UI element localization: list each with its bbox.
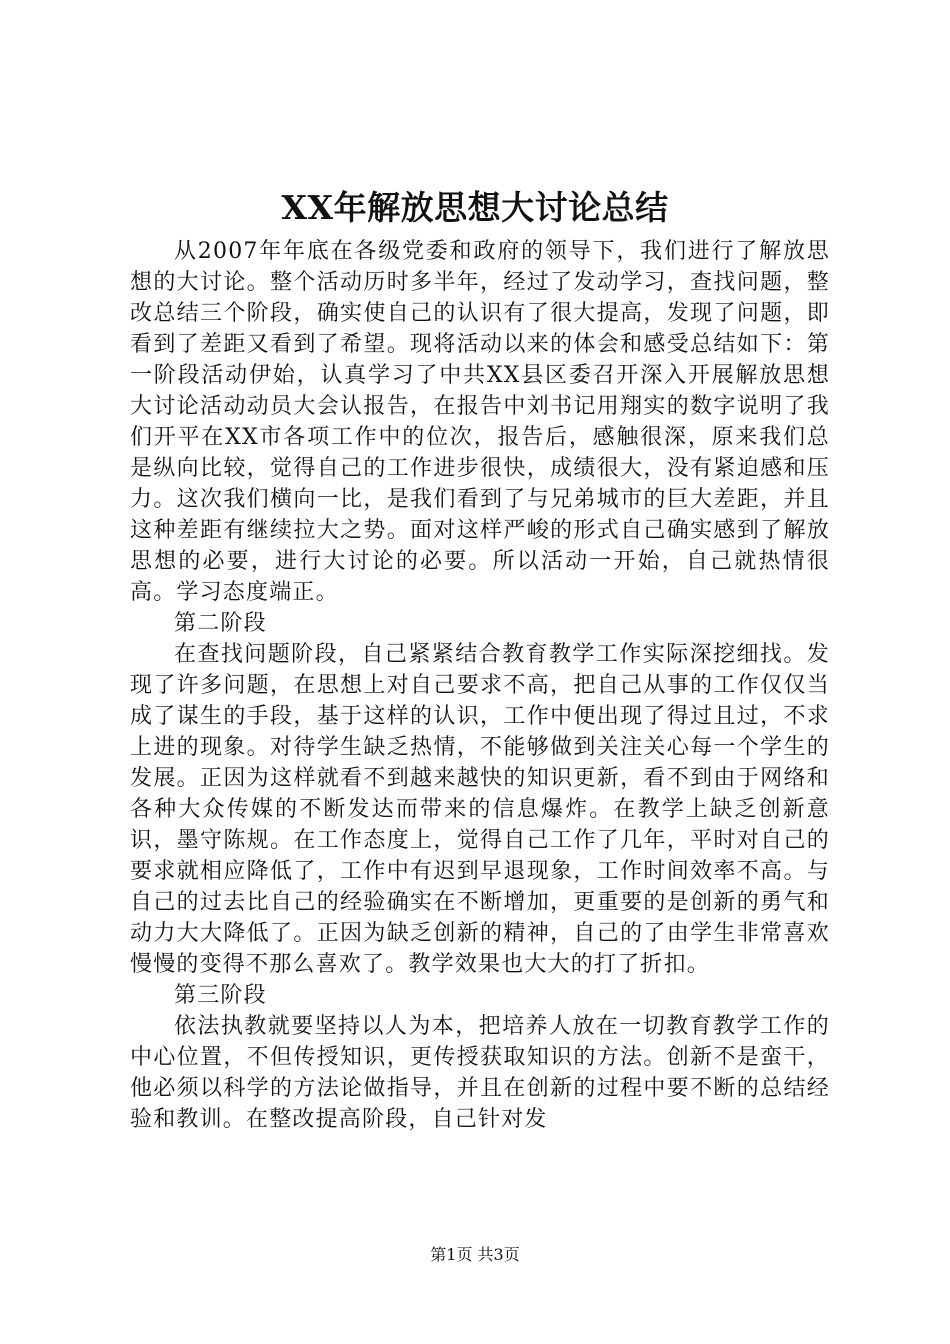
paragraph-stage-two: 在查找问题阶段，自己紧紧结合教育教学工作实际深挖细找。发现了许多问题，在思想上对自己要求不高，把自己从事的工作仅仅当成了谋生的手段，基于这样的认识，工作中便出现了得过且过，不求上进的现象。对待学生缺乏热情，不能够做到关注关心每一个学生的发展。正因为这样就看不到越来越快的知识更新，看不到由于网络和各种大众传媒的不断发达而带来的信息爆炸。在教学上缺乏创新意识，墨守陈规。在工作态度上，觉得自己工作了几年，平时对自己的要求就相应降低了，工作中有迟到早退现象，工作时间效率不高。与自己的过去比自己的经验确实在不断增加，更重要的是创新的勇气和动力大大降低了。正因为缺乏创新的精神，自己的了由学生非常喜欢慢慢的变得不那么喜欢了。教学效果也大大的打了折扣。 [130, 642, 830, 977]
heading-stage-three: 第三阶段 [174, 983, 267, 1008]
document-title: XX年解放思想大讨论总结 [281, 188, 669, 227]
document-body [130, 236, 830, 1135]
paragraph-stage-one: 从2007年年底在各级党委和政府的领导下，我们进行了解放思想的大讨论。整个活动历时多半年，经过了发动学习，查找问题，整改总结三个阶段，确实使自己的认识有了很大提高，发现了问题，即看到了差距又看到了希望。现将活动以来的体会和感受总结如下：第一阶段活动伊始，认真学习了中共XX县区委召开深入开展解放思想大讨论活动动员大会认报告，在报告中刘书记用翔实的数字说明了我们开平在XX市各项工作中的位次，报告后，感触很深，原来我们总是纵向比较，觉得自己的工作进步很快，成绩很大，没有紧迫感和压力。这次我们横向一比，是我们看到了与兄弟城市的巨大差距，并且这种差距有继续拉大之势。面对这样严峻的形式自己确实感到了解放思想的必要，进行大讨论的必要。所以活动一开始，自己就热情很高。学习态度端正。 [130, 239, 830, 605]
paragraph-stage-three: 依法执教就要坚持以人为本，把培养人放在一切教育教学工作的中心位置，不但传授知识，更传授获取知识的方法。创新不是蛮干，他必须以科学的方法论做指导，并且在创新的过程中要不断的总结经验和教训。在整改提高阶段，自己针对发 [130, 1014, 830, 1132]
heading-stage-two: 第二阶段 [174, 611, 267, 636]
page-number-footer: 第1页 共3页 [430, 1245, 520, 1264]
